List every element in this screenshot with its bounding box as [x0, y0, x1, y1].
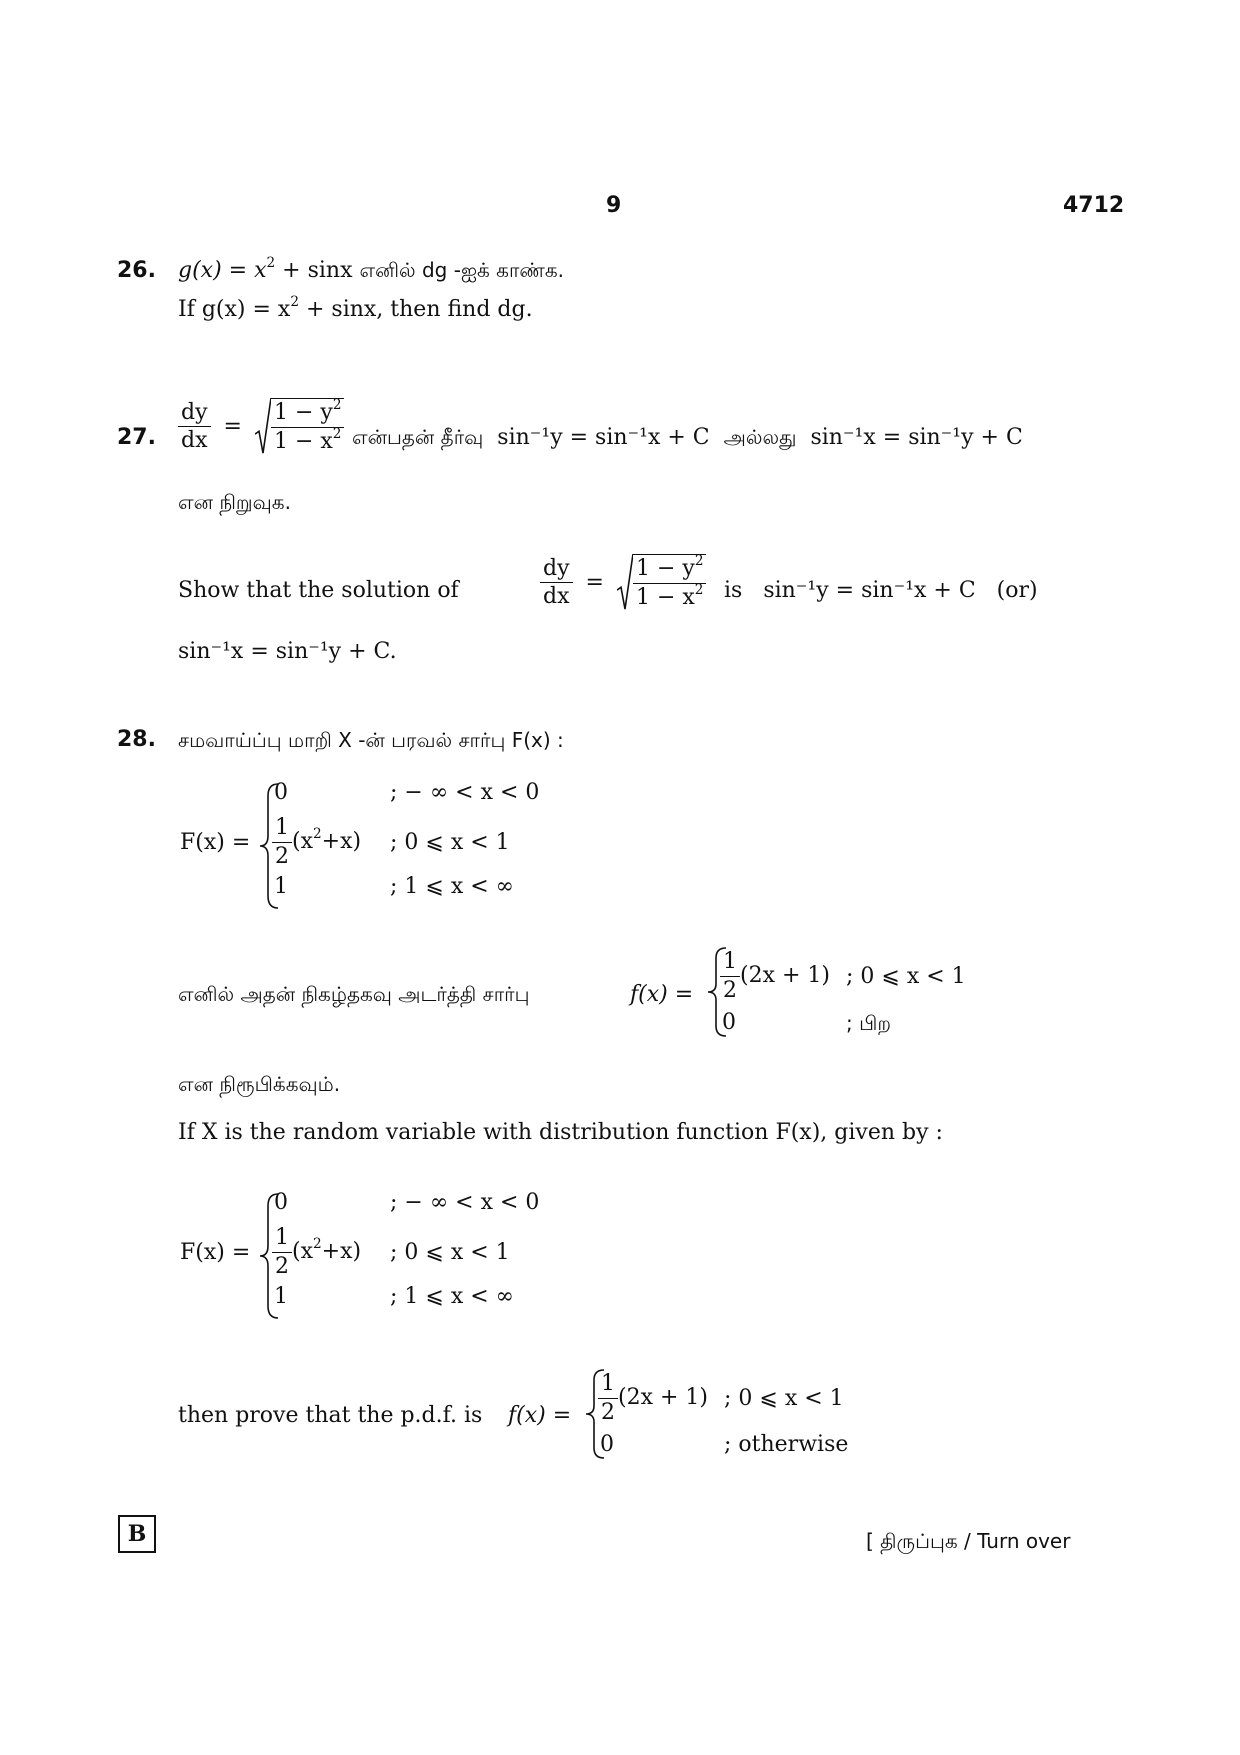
- F-label-2: F(x) =: [180, 1240, 251, 1265]
- q28-tamil-intro: சமவாய்ப்பு மாறி X -ன் பரவல் சார்பு F(x) :: [178, 728, 564, 752]
- f-label-1: f(x) =: [630, 982, 694, 1007]
- square-root: $\frac{1 - y^2}{1 - x^2}$: [255, 398, 345, 455]
- case-2-value: $\frac{1}{2}$ $(x^2+x)$: [272, 814, 361, 870]
- q27-english-solution: is sin⁻¹y = sin⁻¹x + C (or): [724, 578, 1038, 603]
- booklet-code-box: B: [118, 1515, 156, 1553]
- q27-english-equation: $\frac{dy}{dx}$ = $\frac{1 - y^2}{1 - x^2}$: [540, 554, 706, 611]
- question-number-26: 26.: [117, 258, 156, 283]
- q28-english-intro: If X is the random variable with distribution function F(x), given by :: [178, 1120, 943, 1145]
- q27-tamil-rest: என்பதன் தீர்வு sin⁻¹y = sin⁻¹x + C அல்லது sin⁻¹x = sin⁻¹y + C: [352, 425, 1023, 450]
- pdf-1-condition-2: ; பிற: [846, 1011, 891, 1035]
- f-label-2: f(x) =: [508, 1403, 572, 1428]
- q27-english-end: sin⁻¹x = sin⁻¹y + C.: [178, 639, 397, 664]
- q28-english-pdf: then prove that the p.d.f. is: [178, 1403, 483, 1428]
- page-number: 9: [606, 193, 622, 218]
- q27-tamil-end: என நிறுவுக.: [178, 490, 291, 514]
- question-number-28: 28.: [117, 727, 156, 752]
- F-label-1: F(x) =: [180, 830, 251, 855]
- pdf-1-case-1: $\frac{1}{2}$ (2x + 1): [720, 948, 830, 1004]
- q27-tamil-equation: $\frac{dy}{dx}$ = $\frac{1 - y^2}{1 - x^2}$: [178, 398, 344, 455]
- pdf-1-case-2: 0: [722, 1010, 736, 1035]
- question-number-27: 27.: [117, 425, 156, 450]
- q26-tamil-line: $g(x) = x^2 + \sin x$ எனில் dg -ஐக் காண்க.: [178, 254, 564, 283]
- case-1-value: 0: [274, 780, 288, 805]
- pdf-1-condition-1: ; 0 ⩽ x < 1: [846, 964, 966, 989]
- q27-english-start: Show that the solution of: [178, 578, 459, 603]
- case-2-condition: ; 0 ⩽ x < 1: [390, 830, 510, 855]
- q28-tamil-pdf: எனில் அதன் நிகழ்தகவு அடர்த்தி சார்பு: [178, 982, 530, 1006]
- case-3-condition: ; 1 ⩽ x < ∞: [390, 874, 514, 899]
- q28-tamil-end: என நிரூபிக்கவும்.: [178, 1072, 341, 1096]
- dy-dx-fraction: $\frac{dy}{dx}$: [178, 399, 211, 455]
- paper-code: 4712: [1063, 193, 1125, 218]
- case-3-value: 1: [274, 874, 288, 899]
- q26-english-line: If $g(x) = x^2 + \sin x$, then find dg.: [178, 293, 533, 322]
- case-1-condition: ; − ∞ < x < 0: [390, 780, 540, 805]
- turn-over-text: [ திருப்புக / Turn over: [866, 1529, 1071, 1553]
